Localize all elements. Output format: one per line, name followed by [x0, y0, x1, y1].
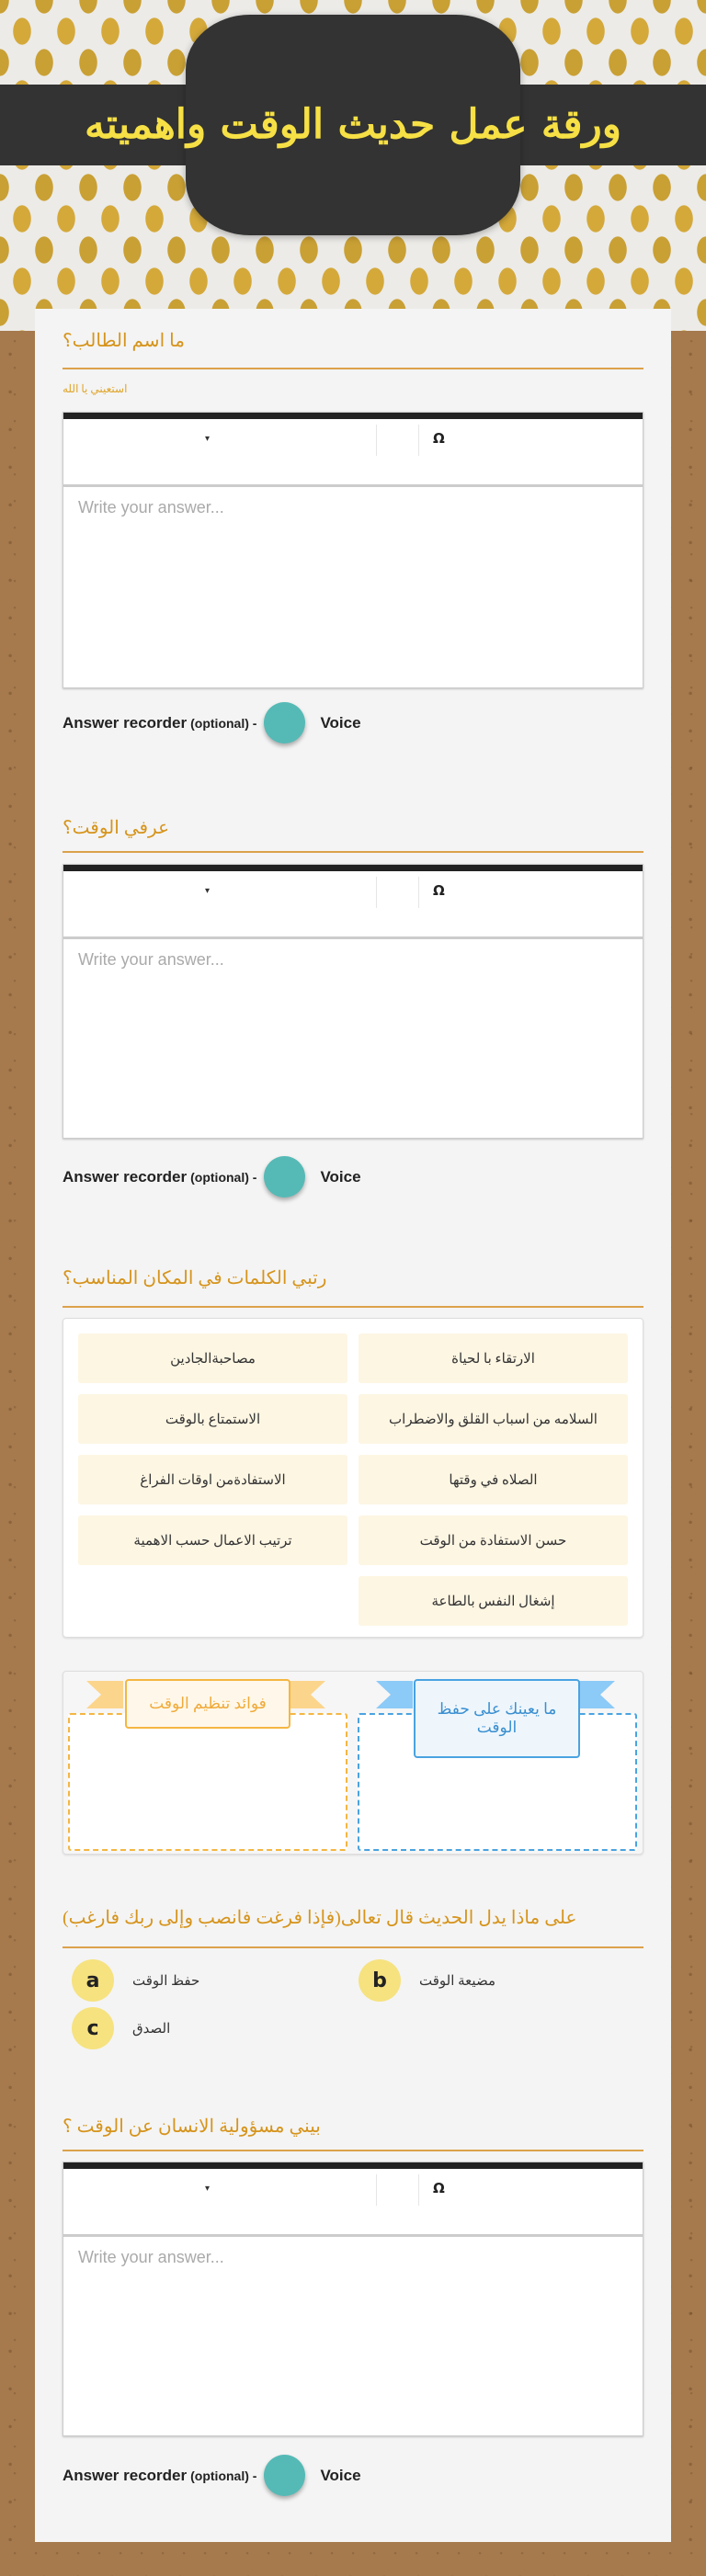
- answer-textarea[interactable]: Write your answer...: [78, 2248, 224, 2266]
- divider: [63, 2150, 643, 2151]
- option-c[interactable]: [72, 2007, 170, 2049]
- question-title: عرفي الوقت؟: [63, 818, 169, 838]
- recorder-optional: (optional) -: [190, 715, 257, 731]
- divider: [63, 368, 643, 369]
- toolbar-separator: [376, 2174, 377, 2206]
- special-character-icon[interactable]: Ω: [433, 882, 445, 899]
- special-character-icon[interactable]: Ω: [433, 2180, 445, 2196]
- answer-recorder: [63, 702, 361, 743]
- question-hadith-meaning: [63, 1906, 643, 2040]
- font-dropdown-caret-icon[interactable]: ▾: [205, 886, 211, 896]
- option-text: الصدق: [132, 2021, 171, 2037]
- draggable-item[interactable]: الصلاه في وقتها: [359, 1455, 628, 1504]
- question-title: رتبي الكلمات في المكان المناسب؟: [63, 1268, 327, 1288]
- answer-editor: [63, 412, 643, 688]
- editor-top-bar: [63, 413, 643, 419]
- option-a[interactable]: [72, 1959, 199, 2002]
- question-title: بيني مسؤولية الانسان عن الوقت ؟: [63, 2116, 321, 2137]
- draggable-item[interactable]: إشغال النفس بالطاعة: [359, 1576, 628, 1626]
- page-title: ورقة عمل حديث الوقت واهميته: [84, 101, 621, 148]
- question-student-name: [63, 329, 643, 732]
- voice-label: Voice: [320, 1167, 361, 1186]
- category-label-helpers: ما يعينك على حفظ الوقت: [414, 1679, 580, 1758]
- recorder-label: Answer recorder: [63, 713, 188, 732]
- answer-recorder: [63, 2455, 361, 2496]
- font-dropdown-caret-icon[interactable]: ▾: [205, 434, 211, 444]
- sorting-drop-zones: [63, 1671, 643, 1855]
- toolbar-separator: [418, 2174, 419, 2206]
- sortable-items-box: [63, 1318, 643, 1638]
- category-label-benefits: فوائد تنظيم الوقت: [125, 1679, 290, 1729]
- recorder-optional: (optional) -: [190, 1169, 257, 1185]
- question-responsibility: [63, 2115, 643, 2484]
- voice-label: Voice: [320, 2466, 361, 2484]
- draggable-item[interactable]: ترتيب الاعمال حسب الاهمية: [78, 1515, 347, 1565]
- divider: [63, 1306, 643, 1308]
- voice-label: Voice: [320, 713, 361, 732]
- voice-record-button[interactable]: [264, 1156, 305, 1197]
- toolbar-separator: [376, 877, 377, 908]
- drop-zone-benefits[interactable]: [68, 1713, 347, 1851]
- toolbar-separator: [376, 425, 377, 456]
- voice-record-button[interactable]: [264, 702, 305, 743]
- question-hint: استعيني يا الله: [63, 382, 128, 395]
- draggable-item[interactable]: الاستفادةمن اوقات الفراغ: [78, 1455, 347, 1504]
- special-character-icon[interactable]: Ω: [433, 430, 445, 447]
- draggable-item[interactable]: الارتقاء با لحياة: [359, 1333, 628, 1383]
- editor-toolbar: [63, 871, 643, 939]
- answer-editor: [63, 864, 643, 1139]
- question-define-time: [63, 816, 643, 1186]
- answer-textarea[interactable]: Write your answer...: [78, 950, 224, 969]
- option-b[interactable]: [359, 1959, 495, 2002]
- draggable-item[interactable]: مصاحبةالجادين: [78, 1333, 347, 1383]
- draggable-item[interactable]: السلامه من اسباب القلق والاضطراب: [359, 1394, 628, 1444]
- question-title: ما اسم الطالب؟: [63, 331, 185, 351]
- editor-toolbar: [63, 2169, 643, 2237]
- recorder-label: Answer recorder: [63, 2466, 188, 2484]
- toolbar-separator: [418, 425, 419, 456]
- editor-top-bar: [63, 2162, 643, 2169]
- answer-editor: [63, 2162, 643, 2436]
- divider: [63, 851, 643, 853]
- editor-toolbar: [63, 419, 643, 487]
- draggable-item[interactable]: الاستمتاع بالوقت: [78, 1394, 347, 1444]
- question-title: على ماذا يدل الحديث قال تعالى(فإذا فرغت فانصب وإلى ربك فارغب): [63, 1908, 577, 1928]
- drop-zones-container: [63, 1671, 643, 1855]
- worksheet-card: [35, 309, 671, 2542]
- toolbar-separator: [418, 877, 419, 908]
- answer-textarea[interactable]: Write your answer...: [78, 498, 224, 516]
- answer-recorder: [63, 1156, 361, 1197]
- draggable-item[interactable]: حسن الاستفادة من الوقت: [359, 1515, 628, 1565]
- question-sort-words: [63, 1266, 643, 1609]
- option-letter: a: [72, 1959, 114, 2002]
- option-letter: c: [72, 2007, 114, 2049]
- recorder-optional: (optional) -: [190, 2468, 257, 2483]
- option-text: مضيعة الوقت: [419, 1973, 495, 1989]
- divider: [63, 1946, 643, 1948]
- editor-top-bar: [63, 865, 643, 871]
- option-letter: b: [359, 1959, 401, 2002]
- font-dropdown-caret-icon[interactable]: ▾: [205, 2184, 211, 2194]
- recorder-label: Answer recorder: [63, 1167, 188, 1186]
- option-text: حفظ الوقت: [132, 1973, 200, 1989]
- voice-record-button[interactable]: [264, 2455, 305, 2496]
